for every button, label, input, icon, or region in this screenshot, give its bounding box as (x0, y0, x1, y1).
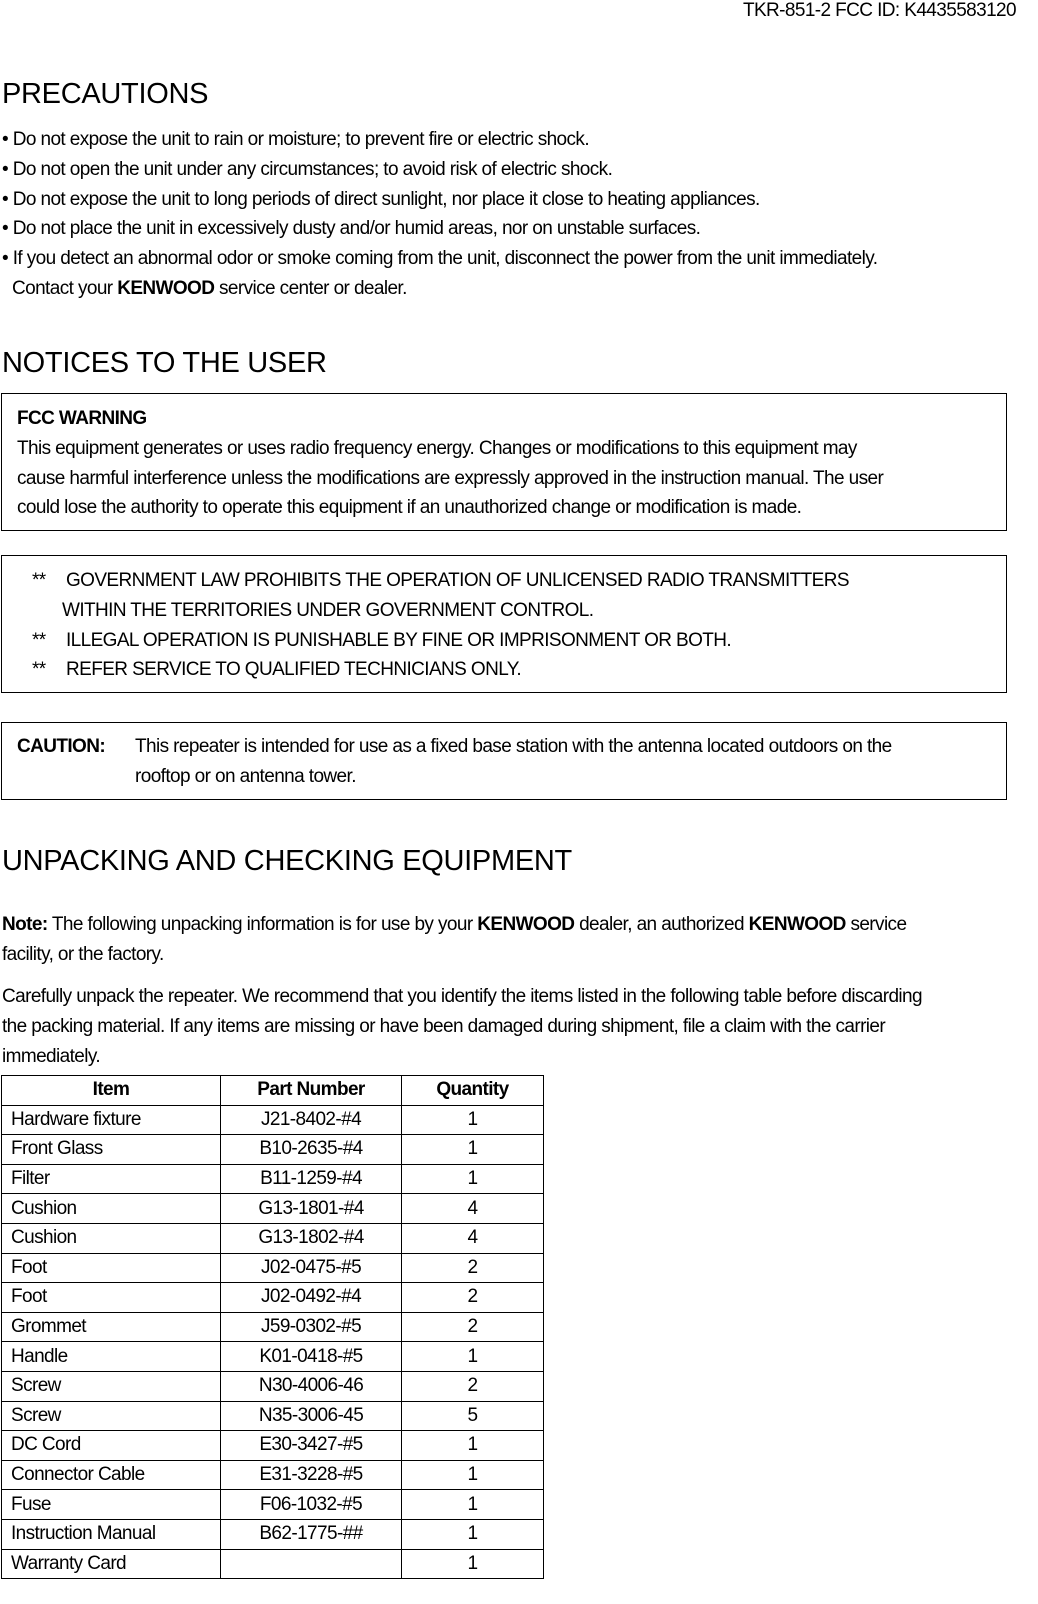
caution-label: CAUTION: (17, 736, 106, 757)
table-row (2, 1105, 544, 1135)
precaution-item: • If you detect an abnormal odor or smoke coming from the unit, disconnect the power from the unit immediately. (2, 248, 878, 270)
cell-part-number: E31-3228-#5 (221, 1460, 402, 1490)
refer-service-line: ** REFER SERVICE TO QUALIFIED TECHNICIANS ONLY. (32, 659, 522, 681)
notices-heading: NOTICES TO THE USER (2, 347, 327, 379)
cell-quantity: 2 (402, 1371, 544, 1401)
cell-quantity: 1 (402, 1490, 544, 1520)
precautions-heading: PRECAUTIONS (2, 78, 209, 110)
precaution-item: • Do not place the unit in excessively dusty and/or humid areas, nor on unstable surfaces. (2, 218, 701, 240)
cell-item: Foot (2, 1253, 221, 1283)
government-law-line-cont: WITHIN THE TERRITORIES UNDER GOVERNMENT CONTROL. (62, 599, 594, 621)
cell-quantity: 1 (402, 1431, 544, 1461)
cell-part-number: F06-1032-#5 (221, 1490, 402, 1520)
brand-name: KENWOOD (117, 277, 215, 299)
precaution-item: • Do not expose the unit to rain or moisture; to prevent fire or electric shock. (2, 129, 590, 150)
cell-part-number: J02-0475-#5 (221, 1253, 402, 1283)
cell-part-number: J59-0302-#5 (221, 1312, 402, 1342)
cell-quantity: 4 (402, 1223, 544, 1253)
cell-item: Front Glass (2, 1135, 221, 1165)
cell-quantity: 1 (402, 1549, 544, 1579)
column-header-quantity: Quantity (402, 1076, 544, 1106)
cell-item: Fuse (2, 1490, 221, 1520)
table-row (2, 1312, 544, 1342)
table-row (2, 1342, 544, 1372)
table-row (2, 1460, 544, 1490)
column-header-item: Item (2, 1076, 221, 1106)
table-row (2, 1519, 544, 1549)
precaution-contact-line: Contact your KENWOOD service center or dealer. (12, 277, 407, 299)
cell-part-number (221, 1549, 402, 1579)
caution-text: This repeater is intended for use as a fixed base station with the antenna located outdoors on the rooftop or on antenna tower. (135, 736, 892, 787)
table-row (2, 1431, 544, 1461)
cell-quantity: 1 (402, 1342, 544, 1372)
precautions-list (2, 125, 877, 304)
table-row (2, 1164, 544, 1194)
column-header-part-number: Part Number (221, 1076, 402, 1106)
cell-item: Screw (2, 1371, 221, 1401)
fcc-warning-line: could lose the authority to operate this equipment if an unauthorized change or modification is made. (17, 497, 802, 519)
cell-quantity: 2 (402, 1312, 544, 1342)
cell-part-number: B10-2635-#4 (221, 1135, 402, 1165)
cell-quantity: 1 (402, 1135, 544, 1165)
government-law-line: ** GOVERNMENT LAW PROHIBITS THE OPERATION OF UNLICENSED RADIO TRANSMITTERS (32, 570, 849, 591)
cell-quantity: 2 (402, 1283, 544, 1313)
table-row (2, 1194, 544, 1224)
unpacking-note: Note: The following unpacking information is for use by your KENWOOD dealer, an authorized KENWOOD service facility, or the factory. (2, 914, 907, 965)
table-row (2, 1401, 544, 1431)
table-row (2, 1283, 544, 1313)
illegal-operation-line: ** ILLEGAL OPERATION IS PUNISHABLE BY FINE OR IMPRISONMENT OR BOTH. (32, 629, 732, 651)
table-row (2, 1490, 544, 1520)
document-id: TKR-851-2 FCC ID: K4435583120 (742, 0, 1016, 21)
cell-item: Foot (2, 1283, 221, 1313)
cell-item: Warranty Card (2, 1549, 221, 1579)
precaution-item: • Do not expose the unit to long periods of direct sunlight, nor place it close to heating appliances. (2, 188, 760, 210)
cell-quantity: 1 (402, 1164, 544, 1194)
cell-part-number: G13-1801-#4 (221, 1194, 402, 1224)
table-row (2, 1253, 544, 1283)
table-header-row (2, 1076, 544, 1106)
table-row (2, 1549, 544, 1579)
cell-part-number: N30-4006-46 (221, 1371, 402, 1401)
cell-quantity: 1 (402, 1460, 544, 1490)
parts-table (1, 1075, 544, 1579)
cell-part-number: B11-1259-#4 (221, 1164, 402, 1194)
cell-item: Hardware fixture (2, 1105, 221, 1135)
cell-item: Cushion (2, 1194, 221, 1224)
cell-item: Handle (2, 1342, 221, 1372)
fcc-warning-line: This equipment generates or uses radio frequency energy. Changes or modifications to this equipment may (17, 437, 857, 459)
cell-part-number: E30-3427-#5 (221, 1431, 402, 1461)
cell-quantity: 1 (402, 1519, 544, 1549)
cell-quantity: 5 (402, 1401, 544, 1431)
table-row (2, 1135, 544, 1165)
fcc-warning-line: cause harmful interference unless the modifications are expressly approved in the instruction manual. The user (17, 467, 884, 489)
table-row (2, 1371, 544, 1401)
cell-item: Instruction Manual (2, 1519, 221, 1549)
cell-part-number: N35-3006-45 (221, 1401, 402, 1431)
cell-quantity: 2 (402, 1253, 544, 1283)
fcc-warning-title: FCC WARNING (17, 408, 147, 429)
cell-part-number: J21-8402-#4 (221, 1105, 402, 1135)
cell-quantity: 1 (402, 1105, 544, 1135)
unpacking-instructions: Carefully unpack the repeater. We recommend that you identify the items listed in the following table before discarding the packing material. If any items are missing or have been damaged during shipment, file a claim with the carrier immediately. (2, 986, 922, 1067)
cell-part-number: G13-1802-#4 (221, 1223, 402, 1253)
cell-quantity: 4 (402, 1194, 544, 1224)
cell-item: Cushion (2, 1223, 221, 1253)
unpacking-heading: UNPACKING AND CHECKING EQUIPMENT (2, 845, 572, 877)
cell-item: Connector Cable (2, 1460, 221, 1490)
government-law-box (1, 555, 1007, 693)
cell-item: Grommet (2, 1312, 221, 1342)
cell-item: Filter (2, 1164, 221, 1194)
cell-part-number: K01-0418-#5 (221, 1342, 402, 1372)
cell-part-number: B62-1775-## (221, 1519, 402, 1549)
cell-part-number: J02-0492-#4 (221, 1283, 402, 1313)
precaution-item: • Do not open the unit under any circumstances; to avoid risk of electric shock. (2, 158, 613, 180)
fcc-warning-box (1, 393, 1007, 531)
cell-item: Screw (2, 1401, 221, 1431)
caution-box (1, 722, 1007, 800)
cell-item: DC Cord (2, 1431, 221, 1461)
table-row (2, 1223, 544, 1253)
